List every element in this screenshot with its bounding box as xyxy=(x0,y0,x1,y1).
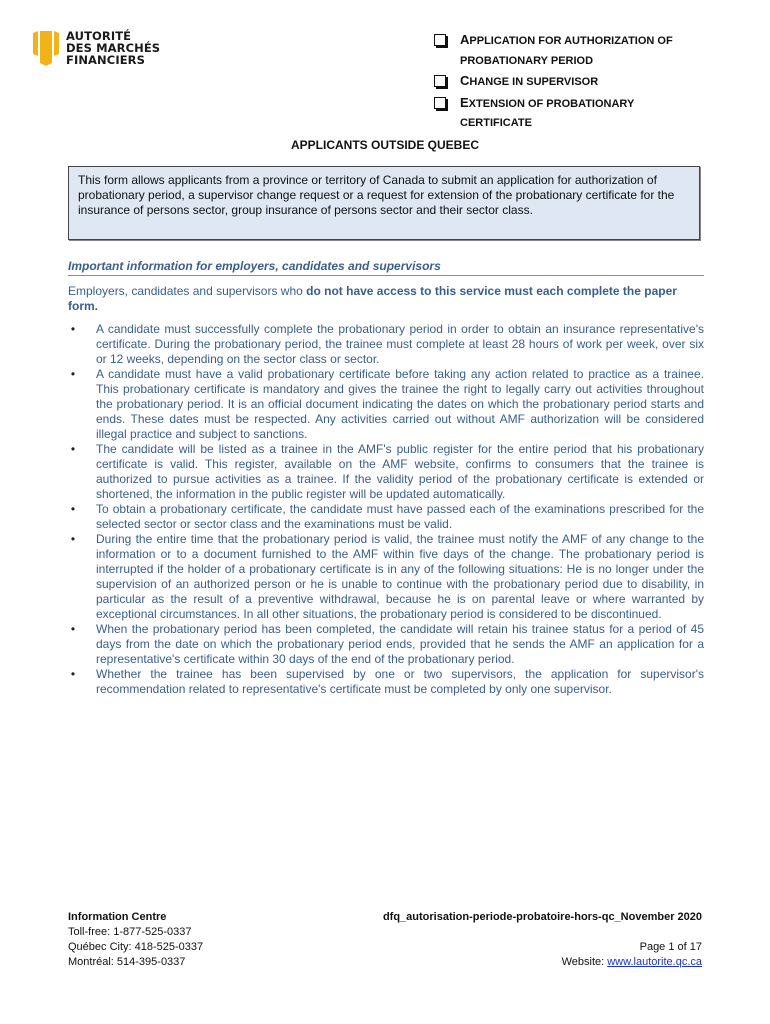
logo-line-2: DES MARCHÉS xyxy=(66,41,161,55)
logo-line-3: FINANCIERS xyxy=(66,53,145,67)
option-change-supervisor-label: CHANGE IN SUPERVISOR xyxy=(460,73,599,88)
checkbox-icon[interactable] xyxy=(434,34,446,46)
footer-meta xyxy=(342,910,702,970)
footer-centre-title: Information Centre xyxy=(68,911,167,923)
list-item-text: To obtain a probationary certificate, the candidate must have passed each of the examinations prescribed for the selected sector or sector class and the examinations must be valid. xyxy=(96,502,704,531)
bullet-icon: • xyxy=(70,532,76,546)
bullet-icon: • xyxy=(70,667,76,681)
intro-box: This form allows applicants from a province or territory of Canada to submit an application for authorization of probationary period, a supervisor change request or a request for extension of the probationary certificate for the insurance of persons sector, group insurance of persons sector and their sector class. xyxy=(68,166,700,240)
list-item xyxy=(68,667,704,697)
list-item-text: The candidate will be listed as a trainee in the AMF's public register for the entire period that his probationary certificate is valid. This register, available on the AMF website, confirms to consumers that the trainee is authorized to pursue activities as a trainee. If the validity period of the probationary certificate is extended or shortened, the information in the public register will be updated automatically. xyxy=(96,442,704,501)
option-authorization[interactable] xyxy=(432,30,732,71)
list-item xyxy=(68,502,704,532)
checkbox-icon[interactable] xyxy=(434,75,446,87)
bullet-icon: • xyxy=(70,442,76,456)
footer-spacer xyxy=(342,925,702,940)
option-change-supervisor[interactable] xyxy=(432,71,732,93)
bullet-icon: • xyxy=(70,502,76,516)
amf-logo-icon xyxy=(32,30,60,66)
bullet-icon: • xyxy=(70,622,76,636)
list-item xyxy=(68,622,704,667)
option-authorization-label: APPLICATION FOR AUTHORIZATION OF PROBATIONARY PERIOD xyxy=(460,32,673,67)
footer-montreal: Montréal: 514-395-0337 xyxy=(68,956,186,968)
bullet-icon: • xyxy=(70,367,76,381)
list-item xyxy=(68,367,704,442)
list-item-text: A candidate must successfully complete the probationary period in order to obtain an insurance representative's certificate. During the probationary period, the trainee must complete at least 28 hours of work per week, over six or 12 weeks, depending on the sector class or sector. xyxy=(96,322,704,366)
option-extension-label: EXTENSION OF PROBATIONARY CERTIFICATE xyxy=(460,94,635,129)
section-title: Important information for employers, candidates and supervisors xyxy=(68,259,704,276)
amf-logo xyxy=(32,30,160,66)
lead-text: Employers, candidates and supervisors who xyxy=(68,284,307,298)
logo-line-1: AUTORITÉ xyxy=(66,29,132,43)
info-list xyxy=(68,322,704,697)
lead-emphasis: do not have access to this service must each complete the paper form. xyxy=(68,284,677,313)
website-label: Website: xyxy=(561,956,608,968)
list-item-text: During the entire time that the probationary period is valid, the trainee must notify the AMF of any change to the information or to a document furnished to the AMF within five days of the change. The probationary period is interrupted if the holder of a probationary certificate is in any of the following situations: He is no longer under the supervision of an authorized person or he is unable to continue with the probationary period due to disability, in particular as the result of a preventive withdrawal, because he is on parental leave or where warranted by exceptional circumstances. In all other situations, the probationary period is considered to be discontinued. xyxy=(96,532,704,621)
document-reference: dfq_autorisation-periode-probatoire-hors-qc_November 2020 xyxy=(382,911,702,923)
website-link[interactable]: www.lautorite.qc.ca xyxy=(607,956,702,968)
page-title: APPLICANTS OUTSIDE QUEBEC xyxy=(290,138,479,152)
list-item-text: Whether the trainee has been supervised by one or two supervisors, the application for supervisor's recommendation related to representative's certificate must be completed by only one supervisor. xyxy=(96,667,704,696)
list-item-text: When the probationary period has been completed, the candidate will retain his trainee status for a period of 45 days from the date on which the probationary period ends, provided that he sends the AMF an application for a representative's certificate within 30 days of the end of the probationary period. xyxy=(96,622,704,666)
logo-wordmark xyxy=(66,30,160,66)
bullet-icon: • xyxy=(70,322,76,336)
option-extension[interactable] xyxy=(432,93,732,134)
footer-tollfree: Toll-free: 1-877-525-0337 xyxy=(68,926,192,938)
lead-paragraph xyxy=(68,284,704,314)
checkbox-icon[interactable] xyxy=(434,97,446,109)
footer-quebec: Québec City: 418-525-0337 xyxy=(68,941,204,953)
list-item xyxy=(68,442,704,502)
list-item xyxy=(68,532,704,622)
page-number: Page 1 of 17 xyxy=(639,941,702,953)
footer-contact xyxy=(68,910,203,970)
list-item xyxy=(68,322,704,367)
footer-website xyxy=(342,955,702,970)
application-type-options xyxy=(432,30,732,134)
list-item-text: A candidate must have a valid probationary certificate before taking any action related to practice as a trainee. This probationary certificate is mandatory and gives the trainee the right to legally carry out activities throughout the probationary period. It is an official document indicating the dates on which the probationary period starts and ends. These dates must be respected. Any activities carried out without AMF authorization will be considered illegal practice and subject to sanctions. xyxy=(96,367,704,441)
